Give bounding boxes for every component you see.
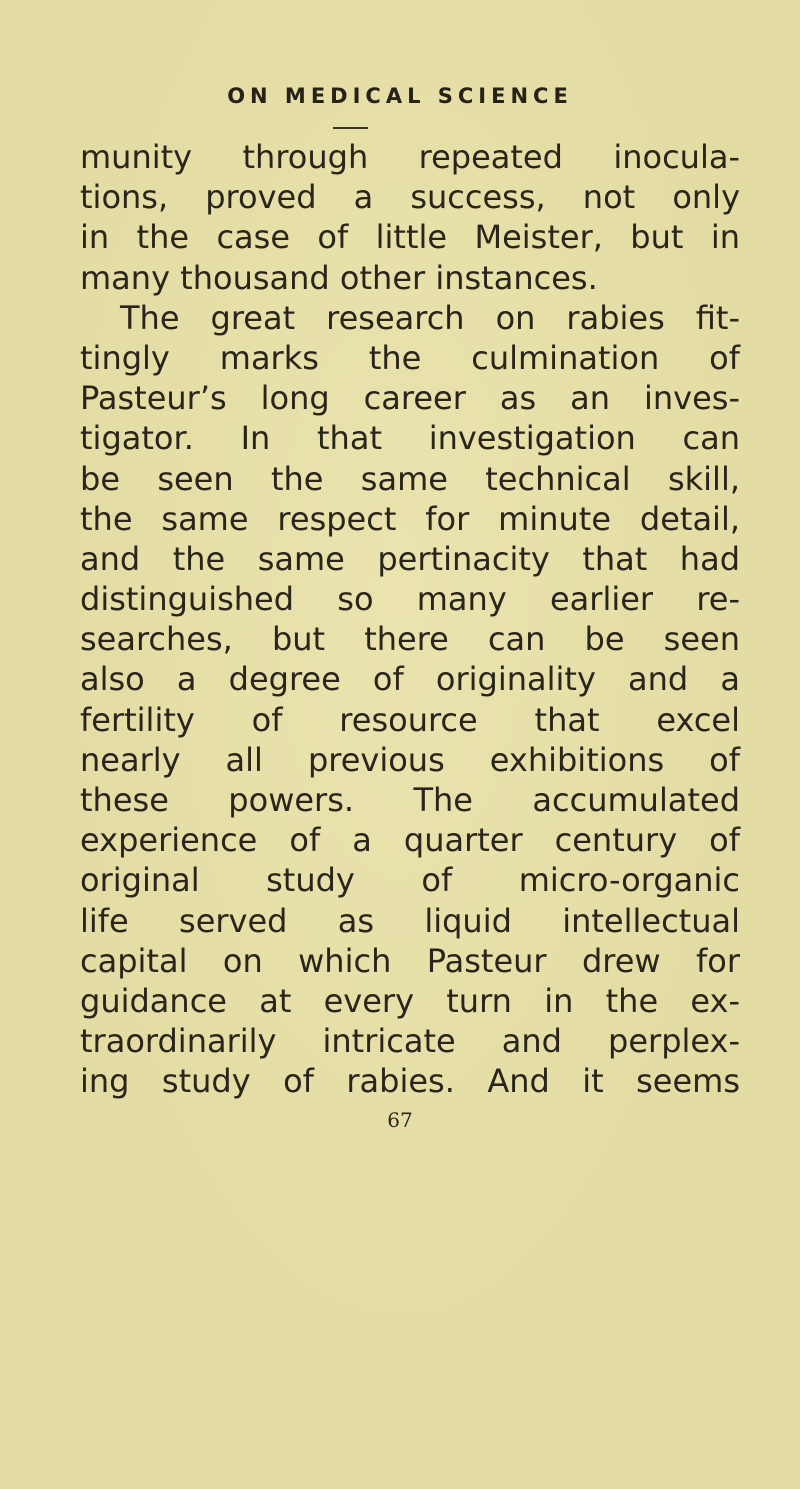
text-line: nearly all previous exhibitions of: [80, 740, 740, 779]
text-line: also a degree of originality and a: [80, 660, 740, 699]
text-line: ing study of rabies. And it seems: [80, 1062, 740, 1101]
text-line: the same respect for minute detail,: [80, 499, 740, 538]
text-line: distinguished so many earlier re-: [80, 580, 740, 619]
text-line: capital on which Pasteur drew for: [80, 941, 740, 980]
page-number: 67: [387, 1108, 413, 1132]
text-line: searches, but there can be seen: [80, 620, 740, 659]
text-line: life served as liquid intellectual: [80, 901, 740, 940]
text-line: Pasteur’s long career as an inves-: [80, 379, 740, 418]
text-line: munity through repeated inocula-: [80, 138, 740, 176]
text-line: guidance at every turn in the ex-: [80, 981, 740, 1020]
text-line: tions, proved a success, not only: [80, 178, 740, 217]
text-line: experience of a quarter century of: [80, 821, 740, 860]
running-head: ON MEDICAL SCIENCE: [227, 84, 573, 108]
text-line: traordinarily intricate and perplex-: [80, 1022, 740, 1061]
text-line: in the case of little Meister, but in: [80, 218, 740, 257]
header-rule: [333, 127, 368, 129]
text-line: and the same pertinacity that had: [80, 539, 740, 578]
text-line: tigator. In that investigation can: [80, 419, 740, 458]
text-line: be seen the same technical skill,: [80, 459, 740, 498]
text-line: fertility of resource that excel: [80, 700, 740, 739]
text-line: many thousand other instances.: [80, 258, 598, 297]
body-text: [80, 137, 740, 1102]
text-line: original study of micro-organic: [80, 861, 740, 900]
text-line: The great research on rabies fit-: [120, 298, 740, 337]
text-line: tingly marks the culmination of: [80, 338, 740, 377]
text-line: these powers. The accumulated: [80, 781, 740, 819]
